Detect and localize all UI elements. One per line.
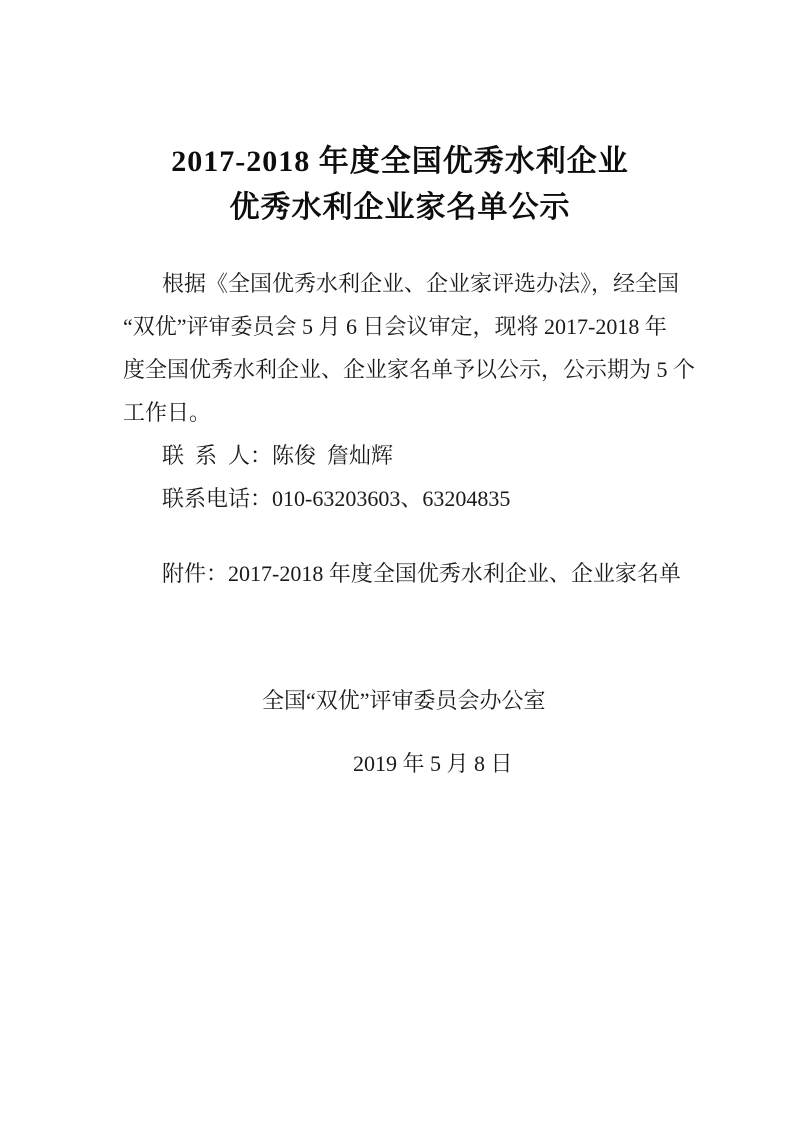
date-line: 2019 年 5 月 8 日 [353,751,513,776]
document-title-line-2: 优秀水利企业家名单公示 [229,191,571,224]
document-title [0,139,800,231]
paragraph-line: 根据《全国优秀水利企业、企业家评选办法》，经全国 [162,271,680,296]
contact-person-line: 联 系 人：陈俊 詹灿辉 [162,443,394,468]
document-body [123,262,696,785]
signature-line: 全国“双优”评审委员会办公室 [262,688,546,713]
paragraph-line: 度全国优秀水利企业、企业家名单予以公示，公示期为 5 个 [123,357,696,382]
paragraph-line: 工作日。 [123,400,212,425]
attachment-line: 附件：2017-2018 年度全国优秀水利企业、企业家名单 [162,561,681,586]
document-title-line-1: 2017-2018 年度全国优秀水利企业 [171,145,629,178]
paragraph-line: “双优”评审委员会 5 月 6 日会议审定，现将 2017-2018 年 [123,314,667,339]
contact-phone-line: 联系电话：010-63203603、63204835 [162,486,511,511]
